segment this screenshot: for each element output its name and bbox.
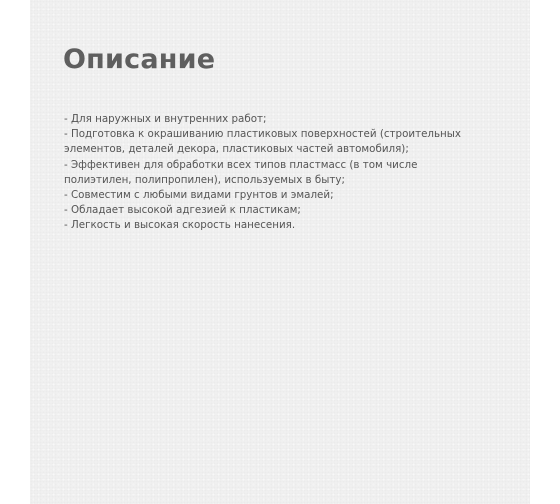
description-item: - Для наружных и внутренних работ; [64,113,267,125]
description-item: - Подготовка к окрашиванию пластиковых поверхностей (строительных элементов, деталей декора, пластиковых частей автомобиля); [64,128,462,156]
description-item: - Эффективен для обработки всех типов пластмасс (в том числе полиэтилен, полипропилен), используемых в быту; [64,158,418,186]
description-item: - Совместим с любыми видами грунтов и эмалей; [64,189,334,202]
description-item: - Обладает высокой адгезией к пластикам; [64,204,301,217]
description-list [64,112,484,234]
description-item: - Легкость и высокая скорость нанесения. [64,219,296,232]
description-panel [30,0,530,504]
section-title: Описание [63,44,216,75]
